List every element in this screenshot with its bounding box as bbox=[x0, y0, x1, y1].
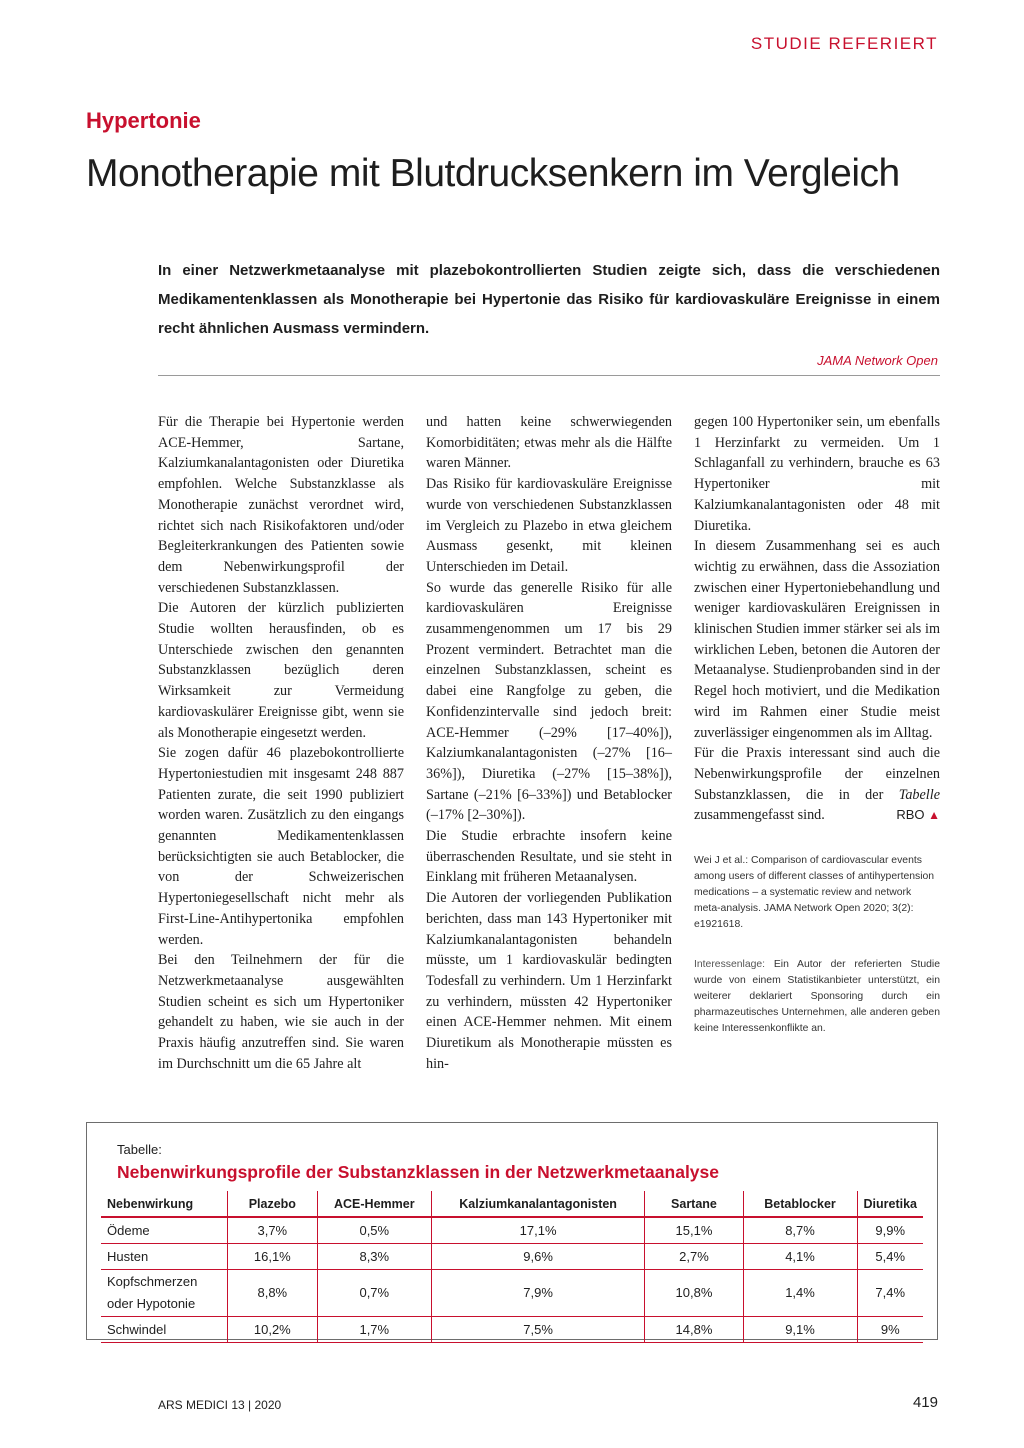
side-effects-table-box bbox=[86, 1122, 938, 1340]
table-cell: Ödeme bbox=[101, 1217, 227, 1244]
table-cell: 1,4% bbox=[743, 1270, 857, 1317]
citation: Wei J et al.: Comparison of cardiovascular events among users of different classes of antihypertension medications – a systematic review and network meta-analysis. JAMA Network Open 2020; 3(2): e1921618. bbox=[694, 855, 935, 930]
text-column-3 bbox=[694, 412, 940, 826]
article-title: Monotherapie mit Blutdrucksenkern im Vergleich bbox=[86, 152, 900, 195]
table-cell: 10,8% bbox=[645, 1270, 743, 1317]
table-cell: 7,9% bbox=[431, 1270, 645, 1317]
table-cell: 4,1% bbox=[743, 1244, 857, 1270]
table-header-cell: Nebenwirkung bbox=[101, 1191, 227, 1217]
body-paragraph: Die Autoren der vorliegenden Publikation berichten, dass man 143 Hypertoniker mit Kalziumkanalantagonisten behandeln müsste, um 1 kardiovaskulär bedingten Todesfall zu verhindern. Um 1 Herzinfarkt zu verhindern, müssten 42 Hypertoniker einen ACE-Hemmer nehmen. Mit einem Diuretikum als Monotherapie müssten es hin- bbox=[426, 890, 672, 1072]
body-paragraph: So wurde das generelle Risiko für alle kardiovaskulären Ereignisse zusammengenommen um 17 bis 29 Prozent vermindert. Betrachtet man die einzelnen Substanzklassen, scheint es dabei eine Rangfolge zu geben, die Konfidenzintervalle sind jedoch breit: ACE-Hemmer (–29% [17–40%]), Kalziumkanalantagonisten (–27% [16–36%]), Diuretika (–27% [15–38%]), Sartane (–21% [6–33%]) und Betablocker (–17% [2–30%]). bbox=[426, 579, 672, 824]
body-text: Für die Praxis interessant sind auch die Nebenwirkungsprofile der einzelnen Substanzklassen, die in der bbox=[694, 745, 940, 803]
end-triangle-icon: ▲ bbox=[928, 808, 940, 823]
table-cell: 17,1% bbox=[431, 1217, 645, 1244]
table-cell: 10,2% bbox=[227, 1317, 317, 1343]
table-row bbox=[101, 1244, 923, 1270]
interest-text: Ein Autor der referierten Studie wurde von einem Statistikanbieter unterstützt, ein weiterer deklariert Sponsoring durch ein pharmazeutisches Unternehmen, alle anderen geben keine Interessenkonflikte an. bbox=[694, 959, 940, 1034]
journal-footer: ARS MEDICI 13 | 2020 bbox=[158, 1398, 282, 1412]
page-number: 419 bbox=[912, 1394, 938, 1411]
body-paragraph: Die Studie erbrachte insofern keine überraschenden Resultate, und sie steht in Einklang mit früheren Metaanalysen. bbox=[426, 828, 672, 886]
table-header-cell: Kalziumkanalantagonisten bbox=[431, 1191, 645, 1217]
lead-divider bbox=[158, 375, 940, 376]
table-cell: 7,4% bbox=[857, 1270, 923, 1317]
article-kicker: Hypertonie bbox=[86, 108, 201, 133]
table-cell: 16,1% bbox=[227, 1244, 317, 1270]
table-cell: 14,8% bbox=[645, 1317, 743, 1343]
table-header-cell: Sartane bbox=[645, 1191, 743, 1217]
body-paragraph-final bbox=[694, 743, 940, 826]
table-header-cell: Diuretika bbox=[857, 1191, 923, 1217]
table-cell: 9,1% bbox=[743, 1317, 857, 1343]
table-reference: Tabelle bbox=[898, 786, 940, 803]
table-cell: 7,5% bbox=[431, 1317, 645, 1343]
table-cell: 5,4% bbox=[857, 1244, 923, 1270]
side-effects-table bbox=[101, 1191, 923, 1343]
author-initials: RBO bbox=[896, 807, 925, 823]
table-cell: 9,9% bbox=[857, 1217, 923, 1244]
body-paragraph: Bei den Teilnehmern der für die Netzwerkmetaanalyse ausgewählten Studien scheint es sich um Hypertoniker gehandelt zu haben, wie sie auch in der Praxis häufig anzutreffen sind. Sie waren im Durchschnitt um die 65 Jahre alt bbox=[158, 952, 404, 1072]
body-paragraph: und hatten keine schwerwiegenden Komorbiditäten; etwas mehr als die Hälfte waren Männer. bbox=[426, 414, 672, 472]
table-row bbox=[101, 1317, 923, 1343]
table-cell: 0,5% bbox=[317, 1217, 431, 1244]
table-header-cell: Plazebo bbox=[227, 1191, 317, 1217]
table-cell: 8,7% bbox=[743, 1217, 857, 1244]
table-label: Tabelle: bbox=[117, 1142, 162, 1157]
table-header-cell: ACE-Hemmer bbox=[317, 1191, 431, 1217]
table-row bbox=[101, 1217, 923, 1244]
table-cell: 0,7% bbox=[317, 1270, 431, 1317]
table-cell: 1,7% bbox=[317, 1317, 431, 1343]
table-cell: 9,6% bbox=[431, 1244, 645, 1270]
author-signature bbox=[896, 805, 940, 826]
body-paragraph: Für die Therapie bei Hypertonie werden ACE-Hemmer, Sartane, Kalziumkanalantagonisten oder Diuretika empfohlen. Welche Substanzklasse als Monotherapie zunächst verordnet wird, richtet sich nach Risikofaktoren und/oder Begleiterkrankungen des Patienten sowie dem Nebenwirkungsprofil der verschiedenen Substanzklassen. bbox=[158, 414, 404, 596]
table-cell: 8,3% bbox=[317, 1244, 431, 1270]
body-paragraph: gegen 100 Hypertoniker sein, um ebenfalls 1 Herzinfarkt zu vermeiden. Um 1 Schlaganfall zu verhindern, brauche es 63 Hypertoniker mit Kalziumkanalantagonisten oder 48 mit Diuretika. bbox=[694, 414, 940, 534]
table-cell: Husten bbox=[101, 1244, 227, 1270]
table-row bbox=[101, 1270, 923, 1317]
table-cell: 8,8% bbox=[227, 1270, 317, 1317]
table-header-row bbox=[101, 1191, 923, 1217]
section-label: STUDIE REFERIERT bbox=[750, 34, 938, 53]
body-text: zusammengefasst sind. bbox=[694, 807, 825, 824]
body-paragraph: Die Autoren der kürzlich publizierten Studie wollten herausfinden, ob es Unterschiede zwischen den genannten Substanzklassen bezüglich deren Wirksamkeit zur Vermeidung kardiovaskulärer Ereignisse gibt, wenn sie als Monotherapie eingesetzt werden. bbox=[158, 600, 404, 741]
source-label: JAMA Network Open bbox=[817, 353, 938, 368]
text-column-2 bbox=[426, 412, 672, 1075]
body-paragraph: Sie zogen dafür 46 plazebokontrollierte Hypertoniestudien mit insgesamt 248 887 Patienten zurate, die seit 1990 publiziert worden waren. Zusätzlich zu den eingangs genannten Medikamentenklassen berücksichtigten sie auch Betablocker, die von der Schweizerischen Hypertoniegesellschaft nicht mehr als First-Line-Antihypertonika empfohlen werden. bbox=[158, 745, 404, 948]
table-cell: 9% bbox=[857, 1317, 923, 1343]
body-paragraph: In diesem Zusammenhang sei es auch wichtig zu erwähnen, dass die Assoziation zwischen einer Hypertoniebehandlung und weniger kardiovaskulären Ereignissen in klinischen Studien immer stärker sei als im wirklichen Leben, betonen die Autoren der Metaanalyse. Studienprobanden sind in der Regel hoch motiviert, und die Medikation wird im Rahmen einer Studie meist zuverlässiger eingenommen als im Alltag. bbox=[694, 538, 940, 741]
table-cell: 15,1% bbox=[645, 1217, 743, 1244]
table-title: Nebenwirkungsprofile der Substanzklassen in der Netzwerkmetaanalyse bbox=[117, 1162, 720, 1182]
lead-paragraph: In einer Netzwerkmetaanalyse mit plazebokontrollierten Studien zeigte sich, dass die verschiedenen Medikamentenklassen als Monotherapie bei Hypertonie das Risiko für kardiovaskuläre Ereignisse in einem recht ähnlichen Ausmass vermindern. bbox=[158, 262, 940, 337]
body-paragraph: Das Risiko für kardiovaskuläre Ereignisse wurde von verschiedenen Substanzklassen im Vergleich zu Plazebo in etwa gleichem Ausmass gesenkt, mit kleinen Unterschieden im Detail. bbox=[426, 476, 672, 575]
table-header-cell: Betablocker bbox=[743, 1191, 857, 1217]
table-cell: Schwindel bbox=[101, 1317, 227, 1343]
interest-label: Interessenlage: bbox=[694, 959, 766, 970]
interest-statement bbox=[694, 957, 940, 1037]
table-cell: 2,7% bbox=[645, 1244, 743, 1270]
table-cell: Kopfschmerzen oder Hypotonie bbox=[101, 1270, 227, 1317]
text-column-1 bbox=[158, 412, 404, 1075]
table-cell: 3,7% bbox=[227, 1217, 317, 1244]
